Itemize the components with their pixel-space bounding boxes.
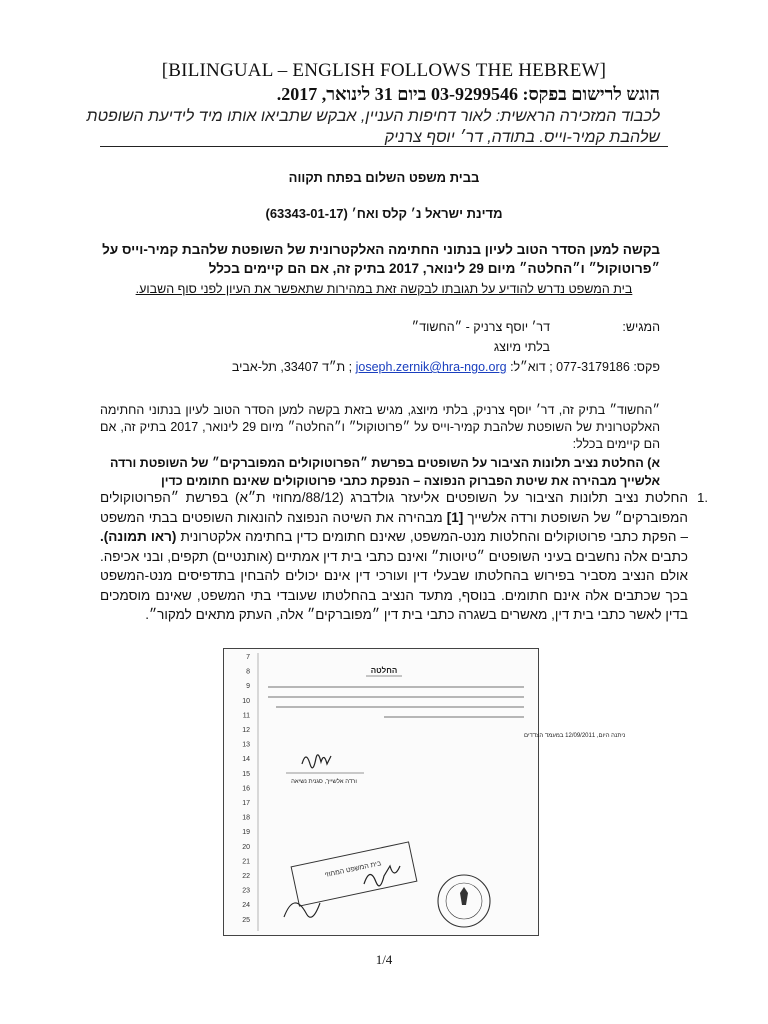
exhibit-line-number: 21: [242, 858, 250, 866]
exhibit-line-number: 23: [242, 887, 250, 895]
request-title: בקשה למען הסדר הטוב לעיון בנתוני החתימה האלקטרונית של השופטת שלהבת קמיר-וייס על ״פרוטוקול״ ו״החלטה״ מיום 29 לינואר, 2017 בתיק זה, אם הם קיימים בכלל: [102, 242, 660, 276]
exhibit-line-number: 12: [242, 727, 250, 734]
fax-number: 077-3179186: [556, 360, 630, 374]
attention-note: לכבוד המזכירה הראשית: לאור דחיפות העניין, אבקש שתביאו אותו מיד לידיעת השופטת שלהבת קמיר-וייס. בתודה, דר׳ יוסף צרניק: [86, 108, 660, 146]
exhibit-line-number: 7: [246, 654, 250, 661]
svg-text:בית המשפט המחוזי: בית המשפט המחוזי: [324, 860, 382, 879]
signature-caption: ורדה אלשייך, סגנית נשיאה: [291, 779, 357, 785]
exhibit-line-number: 18: [242, 814, 250, 822]
intro-paragraph: ״החשוד״ בתיק זה, דר׳ יוסף צרניק, בלתי מיוצג, מגיש בזאת בקשה למען הסדר הטוב לעיון בנתוני החתימה האלקטרונית של השופטת שלהבת קמיר-וייס על ״פרוטוקול״ ו״החלטה״ מיום 29 לינואר, 2017 בתיק זה, אם הם קיימים בכלל:: [100, 403, 660, 451]
paragraph-1: [100, 488, 688, 625]
petitioner-label: המגיש:: [622, 320, 660, 334]
exhibit-line-number: 24: [242, 902, 250, 910]
court-request: בית המשפט נדרש להודיע על תגובתו לבקשה זאת במהירות שתאפשר את העיון לפני סוף השבוע.: [135, 282, 633, 296]
court-stamp: [291, 842, 490, 927]
exhibit-line-number: 25: [242, 916, 250, 924]
paragraph-number: 1.: [697, 490, 708, 505]
exhibit-image: [223, 648, 626, 936]
email-label: ; דוא״ל:: [510, 360, 553, 374]
bilingual-banner: [BILINGUAL – ENGLISH FOLLOWS THE HEBREW]: [161, 60, 607, 81]
case-title: מדינת ישראל נ׳ קלס ואח׳ (63343-01-17): [265, 206, 503, 221]
submitted-line: הוגש לרישום בפקס: 03-9299546 ביום 31 לינואר, 2017.: [276, 84, 660, 104]
exhibit-line-number: 22: [242, 873, 250, 880]
see-image-note: (ראו תמונה).: [100, 529, 177, 544]
petitioner-status: בלתי מיוצג: [493, 340, 550, 354]
judge-signature: [302, 755, 331, 768]
paragraph-1-part-b: מבהירה את השיטה הנפוצה להונאות השופטים בבתי המשפט – הפקת כתבי פרוטוקולים והחלטות מנט-המשפט, שאינם חתומים כדין בחתימה אלקטרונית: [100, 509, 688, 544]
section-a-heading: א) החלטת נציב תלונות הציבור על השופטים בפרשת ״הפרוטוקולים המפוברקים״ של השופטת ורדה אלשייך מבהירה את שיטת הפברוק הנפוצה – הנפקת כתבי פרוטוקולים שאינם חתומים כדין: [110, 456, 660, 488]
exhibit-line-number: 14: [242, 756, 250, 764]
exhibit-date-line: ניתנה היום, 12/09/2011 במעמד הצדדים: [524, 733, 626, 739]
exhibit-line-number: 19: [242, 829, 250, 837]
exhibit-heading: החלטה: [370, 666, 398, 675]
exhibit-line-number: 8: [246, 668, 250, 676]
exhibit-line-number: 20: [242, 843, 250, 851]
exhibit-line-number: 10: [242, 697, 250, 705]
fax-label: פקס:: [633, 360, 660, 374]
petitioner-name: דר׳ יוסף צרניק - ״החשוד״: [411, 320, 550, 334]
exhibit-line-number: 17: [242, 800, 250, 807]
court-name: בבית משפט השלום בפתח תקווה: [288, 170, 480, 185]
exhibit-line-number: 11: [242, 712, 250, 720]
exhibit-line-number: 13: [242, 741, 250, 749]
page-number: 1/4: [375, 952, 393, 967]
header-divider: [100, 146, 668, 147]
footnote-ref[interactable]: [1]: [446, 509, 464, 525]
paragraph-1-part-a: החלטת נציב תלונות הציבור על השופטים אליעזר גולדברג (88/12/מחוזי ת״א) בפרשת ״הפרוטוקולים המפוברקים״ של השופטת ורדה אלשייך: [100, 490, 688, 525]
paragraph-1-part-c: כתבים אלה נחשבים בעיני השופטים ״טיוטות״ ואינם כתבי בית דין אמתיים (אותנטיים) תקפים, ובני אכיפה. אולם הנציב מסביר בפירוש בהחלטתו שבעלי דין ועורכי דין אינם יכולים להבחין בתדפיסים מנט-המשפט בכך שכתבים אלה אינם חתומים. בנוסף, מתעד הנציב בהחלטתו שעובדי בתי המשפט, שאינם מוסמכים בדין לאשר כתבי בית דין, מאשרים בשגרה כתבי בית דין ״מפוברקים״ אלה, העתק מתאים למקור״.: [100, 548, 688, 622]
contact-line: [100, 360, 660, 374]
exhibit-line-number: 15: [242, 770, 250, 778]
email-link[interactable]: joseph.zernik@hra-ngo.org: [355, 360, 507, 374]
exhibit-line-number: 16: [242, 785, 250, 793]
exhibit-scan: [224, 649, 626, 935]
exhibit-line-number: 9: [246, 683, 250, 691]
postal-address: ; ת״ד 33407, תל-אביב: [231, 360, 353, 374]
